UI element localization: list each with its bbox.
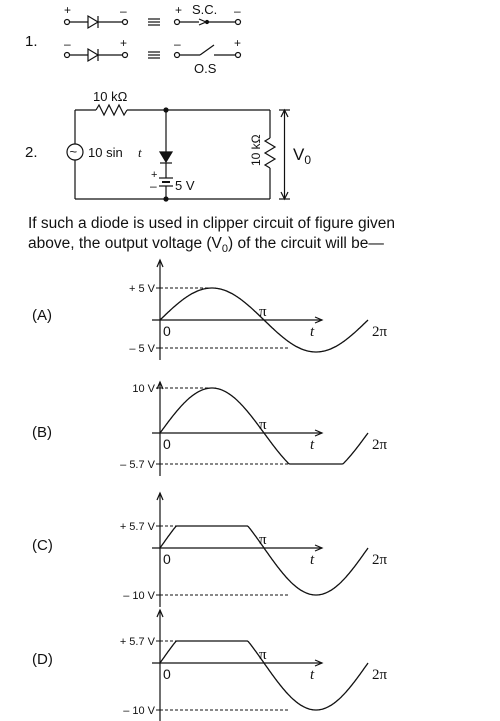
- svg-text:–: –: [120, 4, 127, 18]
- resistor-r1: [96, 105, 127, 115]
- svg-text:+: +: [234, 36, 242, 50]
- x-label-pi: π: [259, 532, 267, 548]
- svg-text:+: +: [175, 3, 183, 17]
- resistor-r2: [265, 138, 275, 168]
- svg-text:–: –: [64, 37, 71, 51]
- x-label-zero: 0: [163, 551, 171, 567]
- x-label-two-pi: 2π: [372, 324, 388, 340]
- x-label-pi: π: [259, 647, 267, 663]
- question-text: If such a diode is used in clipper circuit of figure given above, the output voltage $(V_0)$ of the circuit will be—: [28, 215, 396, 256]
- open-switch-symbol: [200, 45, 214, 55]
- option-graph-c: [152, 493, 368, 607]
- os-label: O.S: [194, 61, 217, 76]
- y-bottom-label: – 5.7 V: [120, 459, 155, 471]
- terminal: [123, 20, 128, 25]
- x-label-pi: π: [259, 304, 267, 320]
- option-label: (C): [32, 537, 53, 554]
- x-label-t: t: [310, 324, 315, 340]
- x-label-pi: π: [259, 417, 267, 433]
- y-top-label: + 5 V: [129, 283, 155, 295]
- x-label-zero: 0: [163, 323, 171, 339]
- y-bottom-label: – 10 V: [123, 705, 155, 717]
- x-label-t: t: [310, 437, 315, 453]
- x-label-t: t: [310, 552, 315, 568]
- diode-symbol: [88, 16, 98, 28]
- battery-label: 5 V: [175, 178, 195, 193]
- x-label-two-pi: 2π: [372, 667, 388, 683]
- sc-label: S.C.: [192, 2, 218, 17]
- option-label: (A): [32, 307, 52, 324]
- x-label-two-pi: 2π: [372, 552, 388, 568]
- svg-text:+: +: [64, 3, 72, 17]
- ac-tilde: ~: [69, 144, 78, 159]
- diode-symbol: [160, 152, 172, 162]
- x-label-zero: 0: [163, 666, 171, 682]
- item-number: 2.: [25, 144, 38, 161]
- x-label-zero: 0: [163, 436, 171, 452]
- terminal: [65, 20, 70, 25]
- x-label-two-pi: 2π: [372, 437, 388, 453]
- svg-text:+: +: [120, 36, 128, 50]
- diode-symbol: [88, 49, 98, 61]
- y-bottom-label: – 10 V: [123, 590, 155, 602]
- answer-graphs: [32, 260, 388, 721]
- svg-text:+: +: [151, 169, 158, 181]
- option-label: (D): [32, 651, 53, 668]
- option-graph-d: [152, 610, 368, 721]
- vout-label: $V_0$: [293, 145, 312, 167]
- y-bottom-label: – 5 V: [129, 343, 155, 355]
- y-top-label: 10 V: [132, 383, 155, 395]
- r1-label: 10 kΩ: [93, 89, 128, 104]
- y-top-label: + 5.7 V: [119, 521, 155, 533]
- item-number: 1.: [25, 33, 38, 50]
- x-label-t: t: [310, 667, 315, 683]
- svg-text:–: –: [174, 37, 181, 51]
- svg-text:t: t: [138, 145, 142, 160]
- r2-label: 10 kΩ: [249, 134, 263, 166]
- source-label: 10 sin: [88, 145, 123, 160]
- y-top-label: + 5.7 V: [119, 636, 155, 648]
- svg-text:–: –: [150, 179, 157, 193]
- option-label: (B): [32, 424, 52, 441]
- svg-text:–: –: [234, 4, 241, 18]
